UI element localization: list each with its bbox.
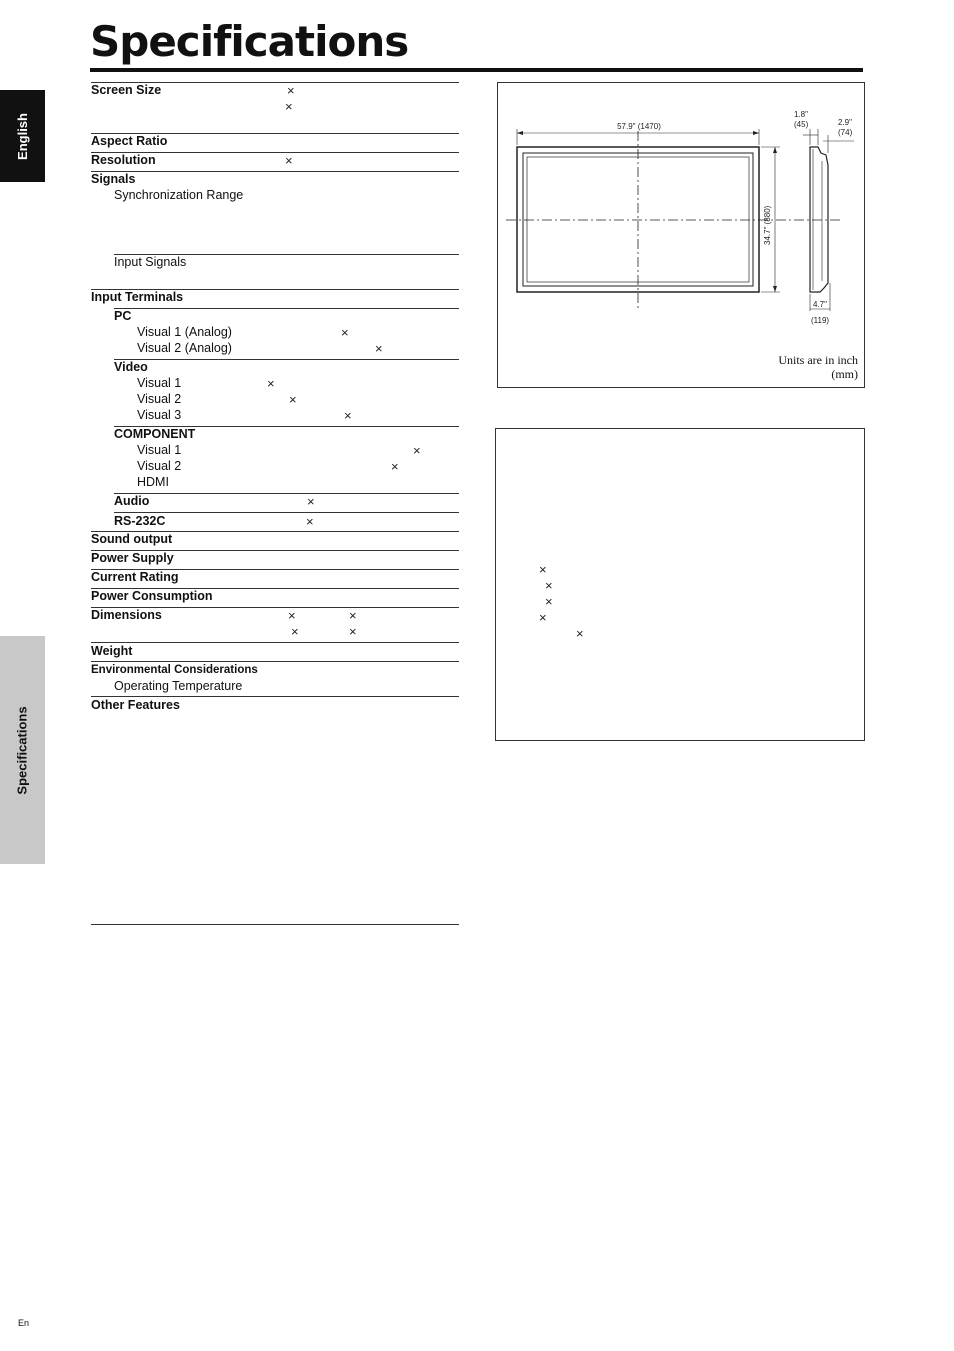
label-screen-size: Screen Size [91,83,162,97]
rule [91,924,459,925]
arrowhead [773,286,777,292]
label-input-terminals: Input Terminals [91,290,184,304]
depth2-inch-label: 2.9" [838,118,852,127]
label-pc-visual1: Visual 1 (Analog) [137,325,232,339]
rule [114,359,459,360]
arrowhead [753,131,759,135]
info-box [495,428,865,741]
units-line2: (mm) [831,367,858,381]
arrowhead [773,147,777,153]
label-comp-visual2: Visual 2 [137,459,182,473]
label-video: Video [114,360,148,374]
label-video-visual3: Visual 3 [137,408,182,422]
label-operating-temp: Operating Temperature [114,679,243,693]
tab-english[interactable] [0,90,45,182]
label-video-visual1: Visual 1 [137,376,182,390]
cross-mark: × [307,494,315,509]
tab-specifications[interactable] [0,636,45,864]
depth3-inch-label: 4.7" [813,300,827,309]
height-label: 34.7" (880) [763,205,772,245]
label-component: COMPONENT [114,427,196,441]
cross-mark: × [576,626,584,641]
label-signals: Signals [91,172,136,186]
rule [114,308,459,309]
label-weight: Weight [91,644,133,658]
label-current-rating: Current Rating [91,570,179,584]
rule [91,642,459,643]
label-sync-range: Synchronization Range [114,188,244,202]
depth1-mm-label: (45) [794,120,809,129]
depth2-mm-label: (74) [838,128,853,137]
cross-mark: × [539,610,547,625]
label-audio: Audio [114,494,150,508]
depth1-inch-label: 1.8" [794,110,808,119]
cross-mark: × [289,392,297,407]
cross-mark: × [545,594,553,609]
label-pc: PC [114,309,132,323]
page-footer: En [18,1318,30,1328]
cross-mark: × [539,562,547,577]
cross-mark: × [413,443,421,458]
label-power-supply: Power Supply [91,551,174,565]
cross-mark: × [344,408,352,423]
cross-mark: × [349,608,357,623]
label-aspect-ratio: Aspect Ratio [91,134,168,148]
label-sound-output: Sound output [91,532,173,546]
cross-mark: × [306,514,314,529]
label-rs232c: RS-232C [114,514,166,528]
cross-mark: × [545,578,553,593]
units-line1: Units are in inch [778,353,858,367]
arrowhead [517,131,523,135]
page-title: Specifications [90,17,409,66]
label-hdmi: HDMI [137,475,169,489]
rule [114,512,459,513]
label-pc-visual2: Visual 2 (Analog) [137,341,232,355]
rule [91,661,459,662]
label-power-consumption: Power Consumption [91,589,213,603]
cross-mark: × [349,624,357,639]
label-comp-visual1: Visual 1 [137,443,182,457]
label-environmental: Environmental Considerations [91,664,258,676]
spec-table [91,0,459,930]
cross-mark: × [391,459,399,474]
dimension-diagram [498,83,864,387]
cross-mark: × [291,624,299,639]
label-dimensions: Dimensions [91,608,162,622]
width-label: 57.9" (1470) [617,122,661,131]
tab-specifications-label: Specifications [15,705,31,795]
label-other-features: Other Features [91,698,180,712]
rule [114,493,459,494]
cross-mark: × [375,341,383,356]
depth3-mm-label: (119) [811,316,830,325]
dimension-diagram-box [497,82,865,388]
cross-mark: × [285,99,293,114]
cross-mark: × [287,83,295,98]
tab-english-label: English [15,112,31,160]
cross-mark: × [267,376,275,391]
units-note [778,353,858,381]
cross-mark: × [288,608,296,623]
rule [91,171,459,172]
label-input-signals: Input Signals [114,255,187,269]
label-resolution: Resolution [91,153,156,167]
cross-mark: × [341,325,349,340]
cross-mark: × [285,153,293,168]
rule [91,696,459,697]
label-video-visual2: Visual 2 [137,392,182,406]
